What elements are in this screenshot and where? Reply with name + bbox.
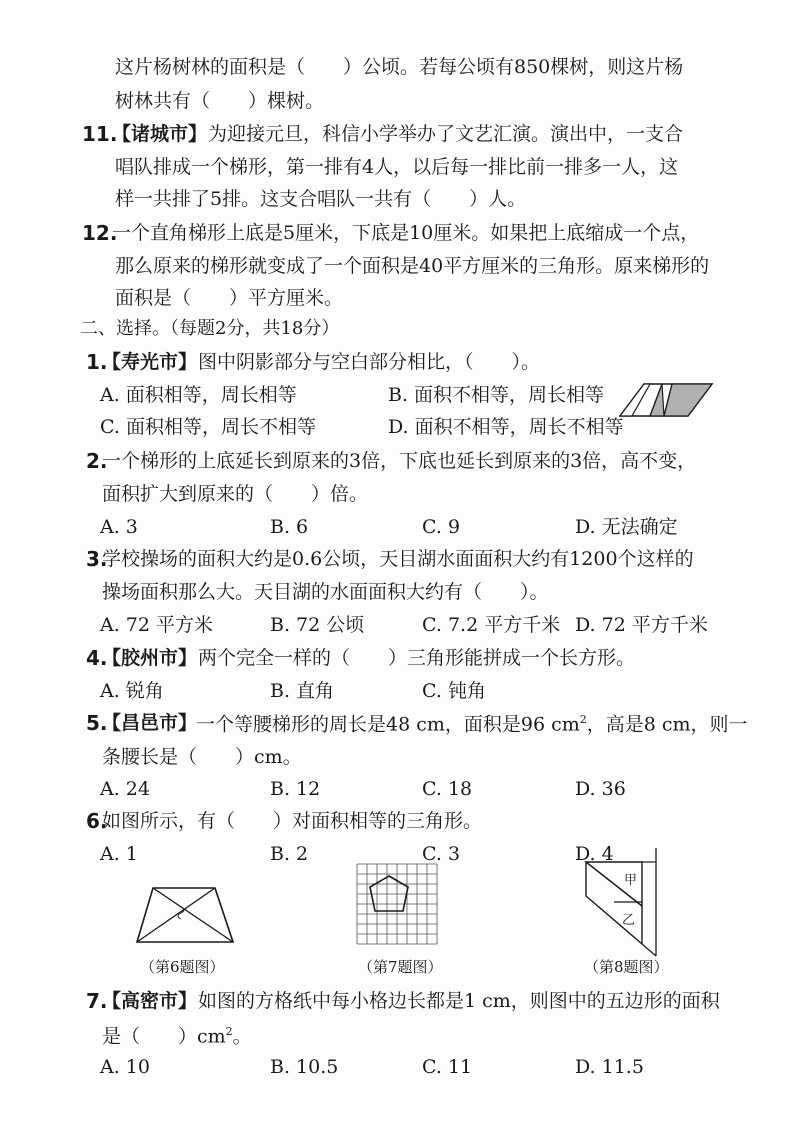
superscript: 2 bbox=[225, 1025, 233, 1038]
region-tag: 【胶州市】 bbox=[102, 647, 198, 669]
region-tag: 【诸城市】 bbox=[112, 123, 208, 145]
option-a: A. 72 平方米 bbox=[100, 614, 214, 636]
text-line: 一个直角梯形上底是5厘米，下底是10厘米。如果把上底缩成一个点， bbox=[112, 222, 700, 244]
text-line: 面积扩大到原来的（ ）倍。 bbox=[102, 483, 369, 505]
option-b: B. 面积不相等，周长相等 bbox=[388, 384, 605, 406]
text-line: 条腰长是（ ）cm。 bbox=[102, 746, 302, 768]
option-c: C. 面积相等，周长不相等 bbox=[100, 416, 316, 438]
option-b: B. 2 bbox=[270, 843, 309, 865]
text-line: 为迎接元旦，科信小学举办了文艺汇演。演出中，一支合 bbox=[208, 123, 684, 145]
option-a: A. 面积相等，周长相等 bbox=[100, 384, 297, 406]
label-jia: 甲 bbox=[624, 873, 638, 888]
option-d: D. 11.5 bbox=[575, 1056, 644, 1078]
option-a: A. 10 bbox=[100, 1056, 150, 1078]
text-line: 样一共排了5排。这支合唱队一共有（ ）人。 bbox=[115, 188, 527, 210]
text-segment: 。 bbox=[232, 1025, 252, 1048]
option-a: A. 1 bbox=[100, 843, 138, 865]
superscript: 2 bbox=[579, 713, 587, 726]
question-number: 7. bbox=[86, 989, 108, 1013]
option-c: C. 7.2 平方千米 bbox=[422, 614, 561, 636]
region-tag: 【高密市】 bbox=[102, 990, 198, 1012]
text-segment: 一个等腰梯形的周长是48 cm，面积是96 cm bbox=[196, 713, 580, 736]
text-line: 那么原来的梯形就变成了一个面积是40平方厘米的三角形。原来梯形的 bbox=[115, 255, 710, 277]
option-d: D. 36 bbox=[575, 778, 626, 800]
option-c: C. 9 bbox=[422, 516, 461, 538]
question-number: 4. bbox=[86, 646, 108, 670]
question-stem: 两个完全一样的（ ）三角形能拼成一个长方形。 bbox=[198, 647, 636, 669]
question-number: 12. bbox=[82, 221, 118, 245]
text-line: 唱队排成一个梯形，第一排有4人，以后每一排比前一排多一人，这 bbox=[115, 156, 679, 178]
text-segment: ，高是8 cm，则一 bbox=[586, 713, 748, 736]
question-number: 11. bbox=[82, 122, 118, 146]
text-line bbox=[102, 1026, 252, 1046]
trapezoid-figure bbox=[135, 885, 235, 945]
option-c: C. 11 bbox=[422, 1056, 473, 1078]
text-line: 操场面积那么大。天目湖的水面面积大约有（ ）。 bbox=[102, 581, 549, 603]
section-title: 二、选择。（每题2分，共18分） bbox=[80, 318, 340, 339]
region-tag: 【昌邑市】 bbox=[102, 712, 198, 734]
option-c: C. 3 bbox=[422, 843, 461, 865]
text-line: 树林共有（ ）棵树。 bbox=[115, 90, 325, 112]
option-d: D. 4 bbox=[575, 843, 614, 865]
question-number: 2. bbox=[86, 449, 108, 473]
question-stem: 图中阴影部分与空白部分相比，（ ）。 bbox=[198, 351, 541, 373]
label-yi: 乙 bbox=[622, 913, 636, 928]
text-line: 面积是（ ）平方厘米。 bbox=[115, 287, 344, 309]
text-line: 学校操场的面积大约是0.6公顷，天目湖水面面积大约有1200个这样的 bbox=[102, 548, 694, 570]
question-stem: 如图所示，有（ ）对面积相等的三角形。 bbox=[102, 810, 483, 832]
question-number: 1. bbox=[86, 350, 108, 374]
option-a: A. 锐角 bbox=[100, 680, 164, 702]
question-number: 5. bbox=[86, 711, 108, 735]
text-line bbox=[196, 714, 748, 734]
question-number: 3. bbox=[86, 547, 108, 571]
text-line: 这片杨树林的面积是（ ）公顷。若每公顷有850棵树，则这片杨 bbox=[115, 56, 684, 78]
option-b: B. 12 bbox=[270, 778, 321, 800]
figure-caption: （第8题图） bbox=[584, 958, 669, 976]
text-segment: 是（ ）cm bbox=[102, 1025, 226, 1048]
option-d: D. 无法确定 bbox=[575, 516, 678, 538]
option-b: B. 直角 bbox=[270, 680, 335, 702]
option-c: C. 18 bbox=[422, 778, 473, 800]
parallelogram-figure bbox=[620, 382, 714, 418]
option-a: A. 24 bbox=[100, 778, 150, 800]
figure-caption: （第7题图） bbox=[358, 958, 443, 976]
figure-caption: （第6题图） bbox=[140, 958, 225, 976]
rectangle-split-figure bbox=[584, 848, 664, 958]
option-c: C. 钝角 bbox=[422, 680, 486, 702]
text-line: 一个梯形的上底延长到原来的3倍，下底也延长到原来的3倍，高不变， bbox=[102, 450, 697, 472]
option-a: A. 3 bbox=[100, 516, 138, 538]
grid-pentagon-figure bbox=[356, 863, 438, 945]
option-d: D. 72 平方千米 bbox=[575, 614, 708, 636]
option-b: B. 10.5 bbox=[270, 1056, 339, 1078]
option-b: B. 6 bbox=[270, 516, 309, 538]
region-tag: 【寿光市】 bbox=[102, 351, 198, 373]
option-d: D. 面积不相等，周长不相等 bbox=[388, 416, 624, 438]
text-line: 如图的方格纸中每小格边长都是1 cm，则图中的五边形的面积 bbox=[198, 990, 720, 1012]
option-b: B. 72 公顷 bbox=[270, 614, 365, 636]
question-number: 6. bbox=[86, 809, 108, 833]
